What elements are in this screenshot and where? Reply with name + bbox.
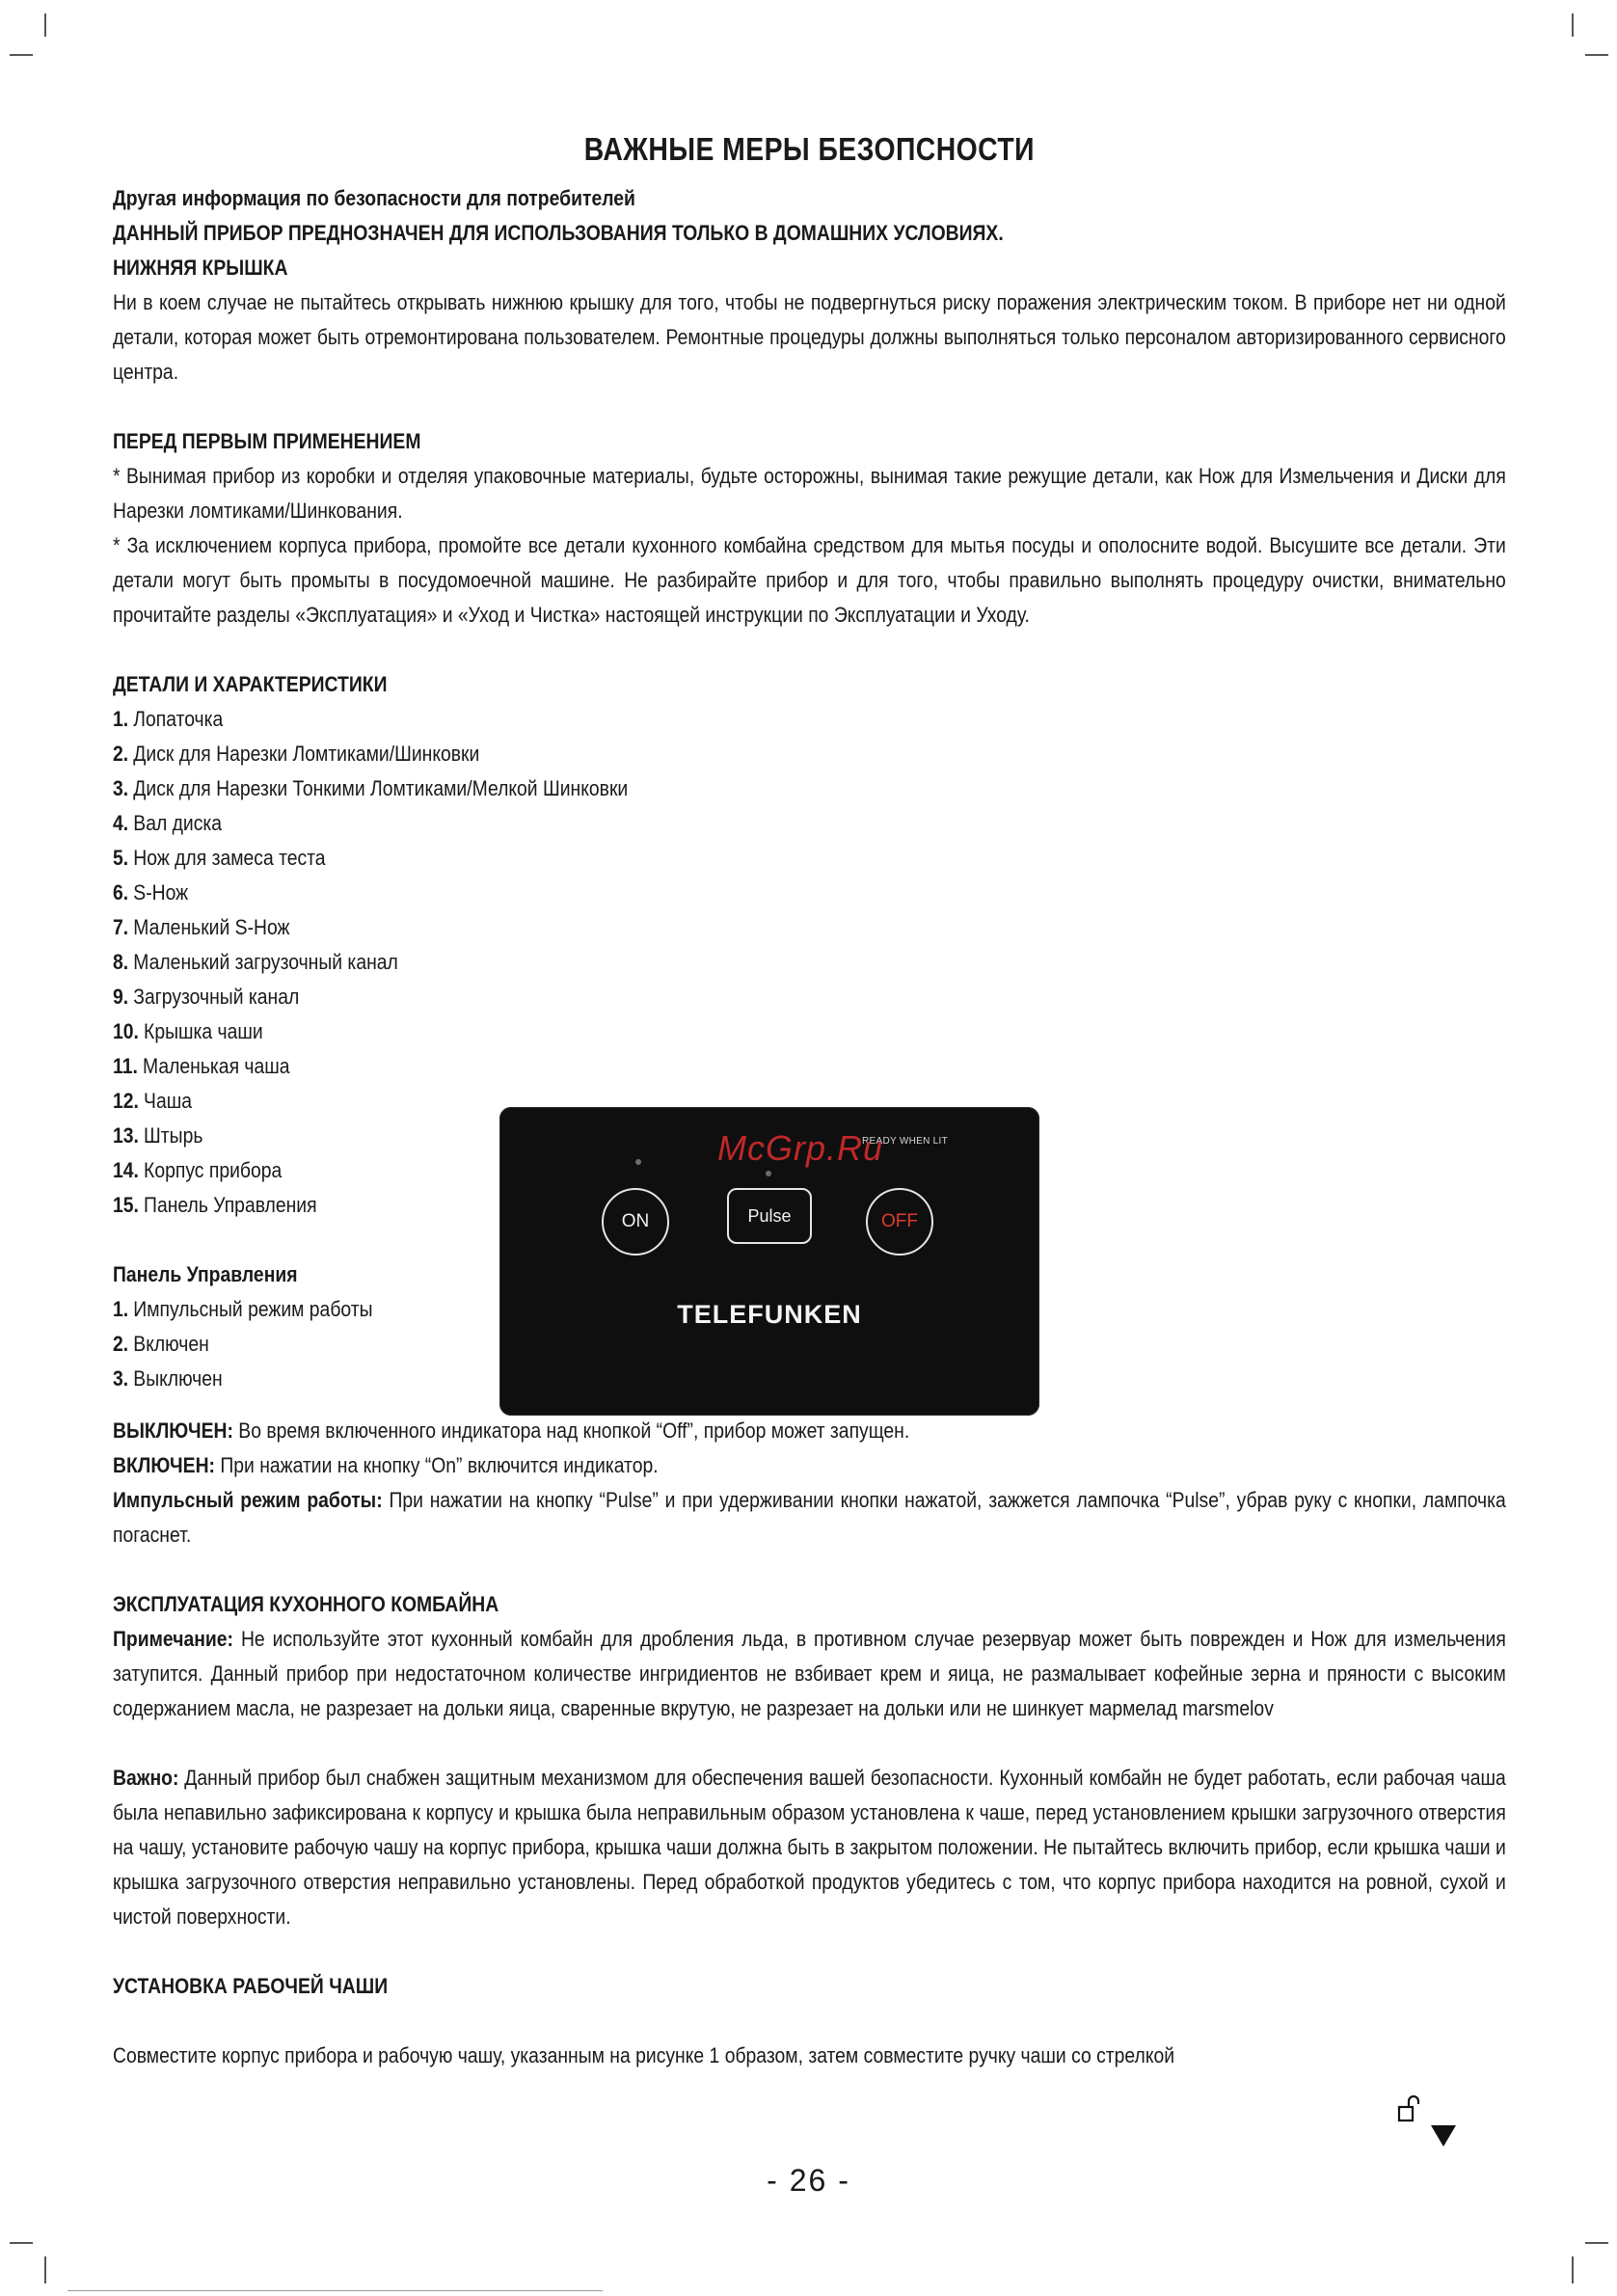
bottom-rule: [67, 2290, 603, 2291]
watermark: McGrp.Ru: [717, 1128, 884, 1168]
document-body: [113, 125, 1506, 2073]
control-panel-heading: Панель Управления: [113, 1262, 298, 1286]
crop-mark: [10, 54, 33, 56]
crop-mark: [1585, 2242, 1608, 2244]
intro-line-1: Другая информация по безопасности для потребителей: [113, 186, 635, 210]
state-pulse: Импульсный режим работы: При нажатии на кнопку “Pulse” и при удерживании кнопки нажатой, зажжется лампочка “Pulse”, убрав руку с кнопки, лампочка погаснет.: [113, 1488, 1506, 1547]
list-item: 9. Загрузочный канал: [113, 985, 300, 1009]
pulse-indicator-led: [766, 1171, 771, 1176]
page-number: - 26 -: [767, 2163, 850, 2198]
list-item: 4. Вал диска: [113, 811, 223, 835]
list-item: 5. Нож для замеса теста: [113, 846, 326, 870]
list-item: 12. Чаша: [113, 1089, 193, 1113]
pulse-button[interactable]: Pulse: [727, 1188, 812, 1244]
list-item: 2. Диск для Нарезки Ломтиками/Шинковки: [113, 742, 480, 766]
list-item: 14. Корпус прибора: [113, 1158, 283, 1182]
list-item: 11. Маленькая чаша: [113, 1054, 290, 1078]
page-title: ВАЖНЫЕ МЕРЫ БЕЗОПСНОСТИ: [583, 131, 1035, 167]
bottom-cover-text: Ни в коем случае не пытайтесь открывать нижнюю крышку для того, чтобы не подвергнуться риску поражения электрическим током. В приборе нет ни одной детали, которая может быть отремонтирована пользователем. Ремонтные процедуры должны выполняться только персоналом авторизированного сервисного центра.: [113, 290, 1506, 384]
list-item: 1. Лопаточка: [113, 707, 224, 731]
crop-mark: [1572, 2256, 1574, 2283]
intro-line-2: ДАННЫЙ ПРИБОР ПРЕДНОЗНАЧЕН ДЛЯ ИСПОЛЬЗОВАНИЯ ТОЛЬКО В ДОМАШНИХ УСЛОВИЯХ.: [113, 221, 1004, 245]
before-first-use-heading: ПЕРЕД ПЕРВЫМ ПРИМЕНЕНИЕМ: [113, 429, 421, 453]
unlock-icon: [1397, 2094, 1422, 2123]
list-item: 1. Импульсный режим работы: [113, 1297, 373, 1321]
operation-important: Важно: Данный прибор был снабжен защитным механизмом для обеспечения вашей безопасности. Кухонный комбайн не будет работать, если рабочая чаша была непавильно зафиксирована к корпусу и крышка была неправильным образом установлена к чаше, перед установлением крышки загрузочного отверстия на чашу, установите рабочую чашу на корпус прибора, крышка чаши должна быть в закрытом положении. Не пытайтесь включить прибор, если крышка чаши и крышка загрузочного отверстия неправильно установлены. Перед обработкой продуктов убедитесь с том, что корпус прибора находится на ровной, сухой и чистой поверхности.: [113, 1766, 1506, 1929]
parts-heading: ДЕТАЛИ И ХАРАКТЕРИСТИКИ: [113, 672, 388, 696]
list-item: 3. Диск для Нарезки Тонкими Ломтиками/Мелкой Шинковки: [113, 776, 629, 800]
before-first-use-p2: * За исключением корпуса прибора, промойте все детали кухонного комбайна средством для мытья посуды и ополосните водой. Высушите все детали. Эти детали могут быть промыты в посудомоечной машине. Не разбирайте прибор и для того, чтобы правильно выполнять процедуру очистки, внимательно прочитайте разделы «Эксплуатация» и «Уход и Чистка» настоящей инструкции по Эксплуатации и Уходу.: [113, 533, 1506, 627]
crop-mark: [44, 14, 46, 37]
operation-note: Примечание: Не используйте этот кухонный комбайн для дробления льда, в противном случае резервуар может быть поврежден и Нож для измельчения затупится. Данный прибор при недостаточном количестве ингридиентов не взбивает крем и яица, не размалывает кофейные зерна и пряности с высоким содержанием масла, не разрезает на дольки яица, сваренные вкрутую, не разрезает на дольки или не шинкует мармелад marsmelov: [113, 1627, 1506, 1720]
list-item: 8. Маленький загрузочный канал: [113, 950, 398, 974]
off-button[interactable]: OFF: [866, 1188, 933, 1256]
state-off: ВЫКЛЮЧЕН: Во время включенного индикатора над кнопкой “Off”, прибор может запущен.: [113, 1418, 910, 1443]
operation-heading: ЭКСПЛУАТАЦИЯ КУХОННОГО КОМБАЙНА: [113, 1592, 499, 1616]
ready-label: READY WHEN LIT: [862, 1136, 949, 1147]
list-item: 6. S-Нож: [113, 880, 189, 905]
list-item: 2. Включен: [113, 1332, 209, 1356]
list-item: 15. Панель Управления: [113, 1193, 317, 1217]
list-item: 10. Крышка чаши: [113, 1019, 263, 1043]
list-item: 13. Штырь: [113, 1123, 203, 1148]
list-item: 7. Маленький S-Нож: [113, 915, 290, 939]
before-first-use-p1: * Вынимая прибор из коробки и отделяя упаковочные материалы, будьте осторожны, вынимая такие режущие детали, как Нож для Измельчения и Диски для Нарезки ломтиками/Шинкования.: [113, 464, 1506, 523]
on-button[interactable]: ON: [602, 1188, 669, 1256]
bottom-cover-heading: НИЖНЯЯ КРЫШКА: [113, 256, 288, 280]
on-indicator-led: [635, 1159, 641, 1165]
list-item: 3. Выключен: [113, 1366, 223, 1391]
bowl-install-text: Совместите корпус прибора и рабочую чашу, указанным на рисунке 1 образом, затем совместите ручку чаши со стрелкой: [113, 2043, 1175, 2067]
crop-mark: [10, 2242, 33, 2244]
crop-mark: [44, 2256, 46, 2283]
crop-mark: [1585, 54, 1608, 56]
state-on: ВКЛЮЧЕН: При нажатии на кнопку “On” включится индикатор.: [113, 1453, 659, 1477]
crop-mark: [1572, 14, 1574, 37]
triangle-down-icon: [1429, 2123, 1458, 2148]
brand-logo: TELEFUNKEN: [677, 1300, 862, 1329]
bowl-install-heading: УСТАНОВКА РАБОЧЕЙ ЧАШИ: [113, 1974, 389, 1998]
